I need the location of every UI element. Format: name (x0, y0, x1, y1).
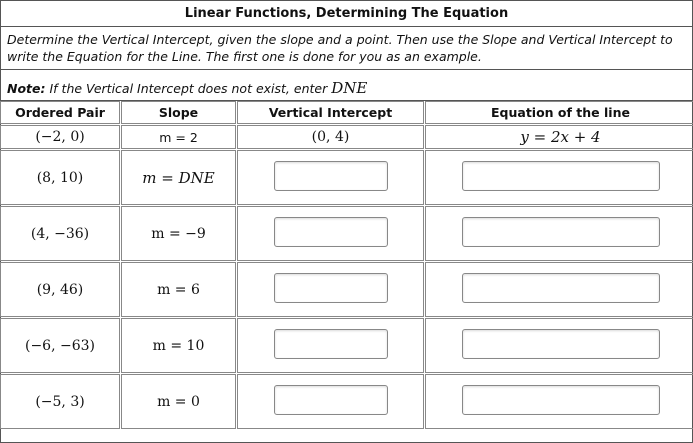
example-intercept: (0, 4) (237, 125, 424, 149)
equation-input[interactable] (462, 329, 660, 359)
page-title: Linear Functions, Determining The Equation (1, 1, 692, 27)
table-row (0, 262, 693, 317)
row-intercept-cell (237, 150, 424, 205)
row-slope: m = DNE (121, 150, 236, 205)
table-row (0, 374, 693, 429)
header-equation: Equation of the line (425, 101, 693, 124)
example-slope: m = 2 (121, 125, 236, 149)
row-slope: m = 0 (121, 374, 236, 429)
header-slope: Slope (121, 101, 236, 124)
intercept-table (0, 100, 693, 430)
equation-input[interactable] (462, 273, 660, 303)
row-intercept-cell (237, 262, 424, 317)
header-ordered-pair: Ordered Pair (0, 101, 120, 124)
row-point: (4, −36) (0, 206, 120, 261)
example-row (0, 125, 693, 149)
equation-input[interactable] (462, 161, 660, 191)
example-point: (−2, 0) (0, 125, 120, 149)
note-text: If the Vertical Intercept does not exist, enter (45, 81, 332, 96)
table-header-row (0, 101, 693, 124)
table-row (0, 318, 693, 373)
note-line (1, 70, 692, 101)
vertical-intercept-input[interactable] (274, 385, 388, 415)
row-equation-cell (425, 262, 693, 317)
row-intercept-cell (237, 318, 424, 373)
row-slope: m = −9 (121, 206, 236, 261)
header-vertical-intercept: Vertical Intercept (237, 101, 424, 124)
vertical-intercept-input[interactable] (274, 217, 388, 247)
table-row (0, 206, 693, 261)
note-dne: DNE (331, 79, 368, 97)
equation-input[interactable] (462, 217, 660, 247)
row-equation-cell (425, 206, 693, 261)
vertical-intercept-input[interactable] (274, 161, 388, 191)
table-row (0, 150, 693, 205)
example-equation: y = 2x + 4 (425, 125, 693, 149)
instructions-text: Determine the Vertical Intercept, given the slope and a point. Then use the Slope and Vertical Intercept to write the Equation for the Line. The first one is done for you as an example. (1, 27, 692, 70)
row-slope: m = 10 (121, 318, 236, 373)
row-intercept-cell (237, 206, 424, 261)
row-slope: m = 6 (121, 262, 236, 317)
row-equation-cell (425, 318, 693, 373)
row-equation-cell (425, 374, 693, 429)
row-point: (8, 10) (0, 150, 120, 205)
vertical-intercept-input[interactable] (274, 329, 388, 359)
row-intercept-cell (237, 374, 424, 429)
row-point: (−6, −63) (0, 318, 120, 373)
equation-input[interactable] (462, 385, 660, 415)
row-point: (9, 46) (0, 262, 120, 317)
row-point: (−5, 3) (0, 374, 120, 429)
note-label: Note: (7, 81, 46, 96)
row-equation-cell (425, 150, 693, 205)
vertical-intercept-input[interactable] (274, 273, 388, 303)
